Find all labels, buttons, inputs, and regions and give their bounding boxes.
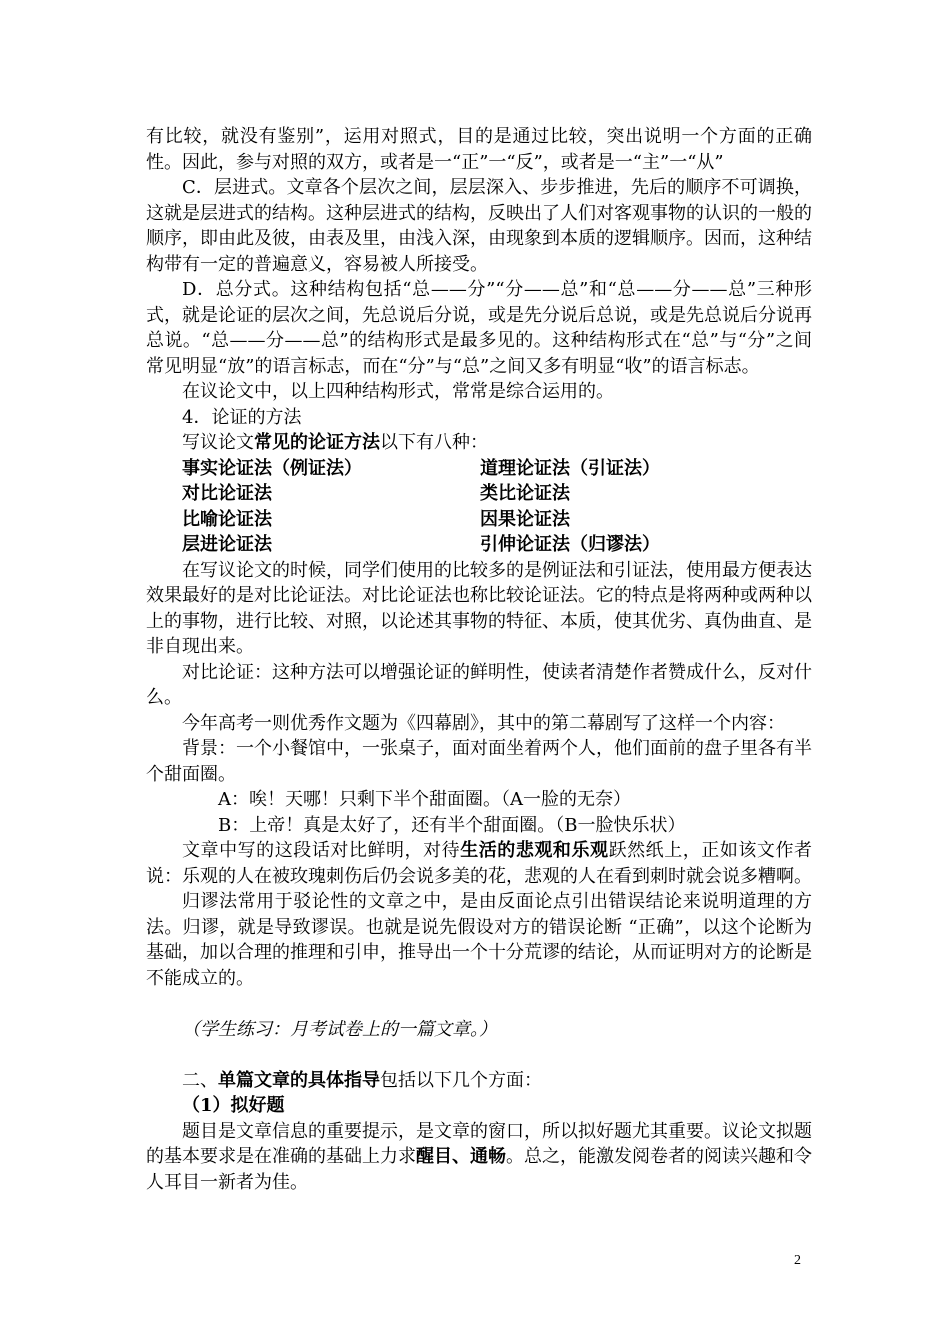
paragraph-optimism [146, 838, 812, 889]
dialogue-line-a: A：唉！天哪！只剩下半个甜面圈。（A一脸的无奈） [218, 789, 631, 810]
optimism-pre: 文章中写的这段话对比鲜明，对待 [182, 840, 461, 861]
paragraph-contrast-method: 在写议论文的时候，同学们使用的比较多的是例证法和引证法，使用最方便表达效果最好的是对比论证法。对比论证法也称比较论证法。它的特点是将两种或两种以上的事物，进行比较、对照，以论述其事物的特征、本质，使其优劣、真伪曲直、是非自现出来。 [146, 559, 812, 657]
method-item: 对比论证法 [182, 483, 272, 504]
paragraph-title-advice [146, 1119, 812, 1196]
dialogue-line-b: B：上帝！真是太好了，还有半个甜面圈。（B一脸快乐状） [218, 814, 686, 836]
paragraph-methods-intro [146, 430, 812, 456]
method-item: 引伸论证法（归谬法） [480, 534, 660, 555]
methods-intro-post: 以下有八种： [380, 432, 488, 453]
subheading-title: （1）拟好题 [182, 1095, 285, 1116]
methods-intro-bold: 常见的论证方法 [254, 432, 380, 453]
title-advice-bold: 醒目、通畅 [416, 1146, 506, 1167]
method-item: 类比论证法 [480, 483, 570, 504]
methods-list [146, 456, 812, 558]
method-item: 道理论证法（引证法） [480, 457, 660, 479]
section-heading-single-article [146, 1068, 812, 1094]
title-advice-pre: 题目是文章信息的重要提示，是文章的窗口，所以拟好题尤其重要。议论文拟题的基本要求是在准确的基础上力求 [146, 1120, 812, 1167]
paragraph-contrast-argument: 对比论证：这种方法可以增强论证的鲜明性，使读者清楚作者赞成什么，反对什么。 [146, 661, 812, 708]
optimism-post: 跃然纸上，正如该文作者说：乐观的人在被玫瑰刺伤后仍会说多美的花，悲观的人在看到刺时就会说多糟啊。 [146, 840, 813, 887]
page-number: 2 [794, 1253, 801, 1268]
title-advice-post: 。总之，能激发阅卷者的阅读兴趣和令人耳目一新者为佳。 [146, 1146, 812, 1193]
paragraph-reductio: 归谬法常用于驳论性的文章之中，是由反面论点引出错误结论来说明道理的方法。归谬，就是导致谬误。也就是说先假设对方的错误论断 “正确”，以这个论断为基础，加以合理的推理和引申，推导出一个十分荒谬的结论，从而证明对方的论断是不能成立的。 [146, 891, 812, 989]
paragraph-contrast-continued: 有比较，就没有鉴别”，运用对照式，目的是通过比较，突出说明一个方面的正确性。因此，参与对照的双方，或者是一“正”一“反”，或者是一“主”一“从” [146, 126, 812, 173]
paragraph-exam-essay: 今年高考一则优秀作文题为《四幕剧》，其中的第二幕剧写了这样一个内容： [182, 712, 785, 734]
method-item: 比喻论证法 [182, 508, 272, 530]
single-article-pre: 二、 [182, 1069, 218, 1091]
methods-intro-pre: 写议论文 [182, 432, 254, 453]
optimism-bold: 生活的悲观和乐观 [460, 840, 609, 861]
paragraph-structure-summary: 在议论文中，以上四种结构形式，常常是综合运用的。 [182, 381, 614, 402]
paragraph-student-practice: （学生练习：月考试卷上的一篇文章。） [182, 1018, 497, 1040]
spacer [146, 1042, 812, 1068]
method-item: 层进论证法 [182, 534, 272, 555]
method-item: 因果论证法 [480, 508, 570, 530]
section-heading-argument-methods: 4．论证的方法 [182, 406, 302, 428]
spacer [146, 991, 812, 1017]
paragraph-general-specific-structure: D．总分式。这种结构包括“总——分”“分——总”和“总——分——总”三种形式，就是论证的层次之间，先总说后分说，或是先分说后总说，或是先总说后分说再总说。“总——分——总”的结构形式是最多见的。这种结构形式在“总”与“分”之间常见明显“放”的语言标志，而在“分”与“总”之间又多有明显“收”的语言标志。 [146, 279, 812, 377]
single-article-bold: 单篇文章的具体指导 [218, 1069, 380, 1091]
paragraph-background: 背景：一个小餐馆中，一张桌子，面对面坐着两个人，他们面前的盘子里各有半个甜面圈。 [146, 738, 812, 785]
method-item: 事实论证法（例证法） [182, 457, 362, 479]
single-article-post: 包括以下几个方面： [380, 1069, 542, 1091]
document-body [146, 124, 812, 1195]
paragraph-progressive-structure: C．层进式。文章各个层次之间，层层深入、步步推进，先后的顺序不可调换，这就是层进式的结构。这种层进式的结构，反映出了人们对客观事物的认识的一般的顺序，即由此及彼，由表及里，由浅入深，由现象到本质的逻辑顺序。因而，这种结构带有一定的普遍意义，容易被人所接受。 [146, 177, 812, 275]
